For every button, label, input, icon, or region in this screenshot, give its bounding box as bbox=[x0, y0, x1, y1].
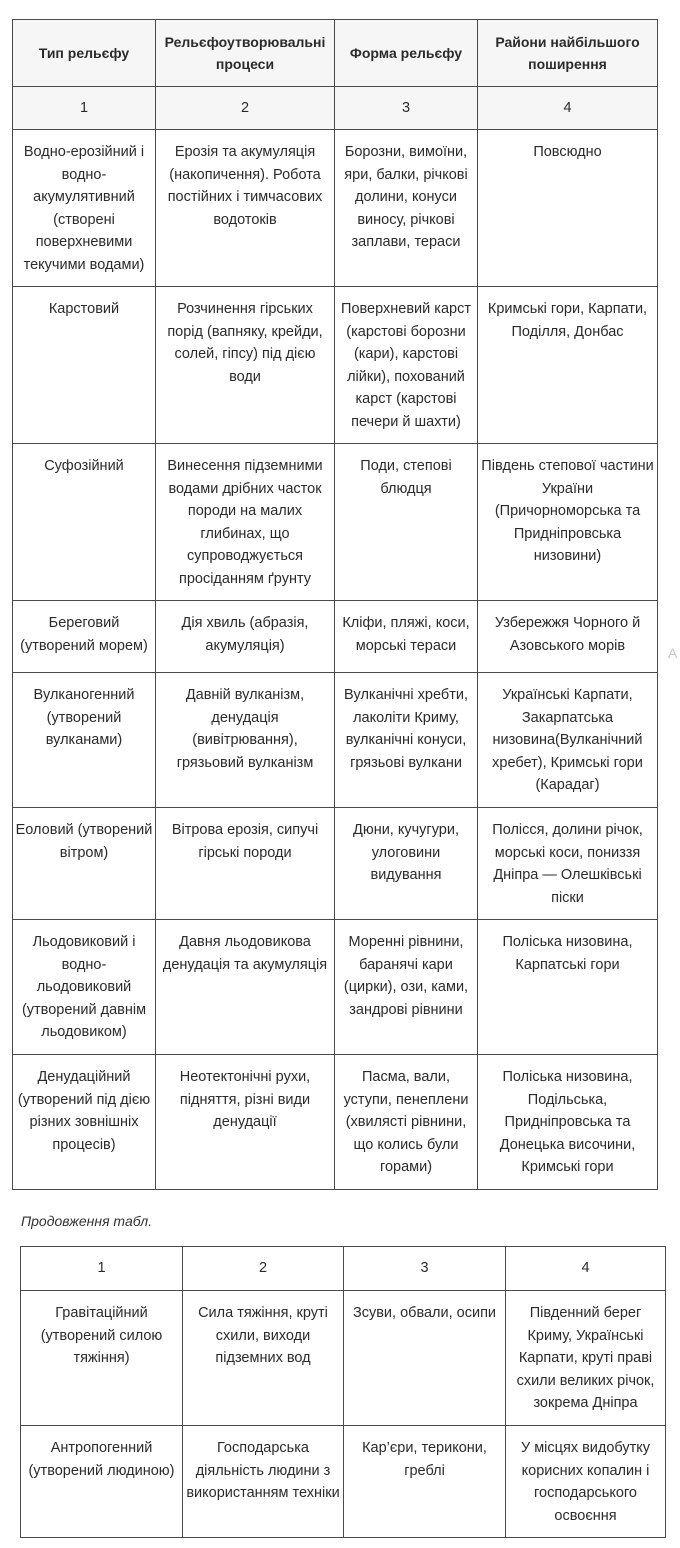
processes-cell: Неотектонічні рухи, підняття, різні види денудації bbox=[156, 1055, 335, 1190]
relief-form-cell: Кар’єри, терикони, греблі bbox=[344, 1426, 506, 1538]
regions-cell: Українські Карпати, Закарпатська низовина(Вулканічний хребет), Кримські гори (Карадаг) bbox=[478, 673, 658, 808]
relief-form-cell: Кліфи, пляжі, коси, морські тераси bbox=[335, 601, 478, 673]
regions-cell: Полісся, долини річок, морські коси, пониззя Дніпра — Олешківські піски bbox=[478, 808, 658, 920]
table-row bbox=[21, 1426, 666, 1538]
regions-cell: Повсюдно bbox=[478, 130, 658, 287]
relief-form-cell: Зсуви, обвали, осипи bbox=[344, 1291, 506, 1426]
column-number: 1 bbox=[13, 87, 156, 130]
table-row bbox=[13, 673, 658, 808]
processes-cell: Господарська діяльність людини з використанням техніки bbox=[183, 1426, 344, 1538]
table-row bbox=[13, 1055, 658, 1190]
relief-type-cell: Денудаційний (утворений під дією різних зовнішніх процесів) bbox=[13, 1055, 156, 1190]
header-relief-form: Форма рельєфу bbox=[335, 20, 478, 87]
column-number: 3 bbox=[335, 87, 478, 130]
header-regions: Райони найбільшого поширення bbox=[478, 20, 658, 87]
relief-form-cell: Моренні рівнини, баранячі кари (цирки), ози, ками, зандрові рівнини bbox=[335, 920, 478, 1055]
relief-type-cell: Гравітаційний (утворений силою тяжіння) bbox=[21, 1291, 183, 1426]
continuation-caption: Продовження табл. bbox=[21, 1213, 153, 1229]
regions-cell: Кримські гори, Карпати, Поділля, Донбас bbox=[478, 287, 658, 444]
relief-type-cell: Карстовий bbox=[13, 287, 156, 444]
processes-cell: Вітрова ерозія, сипучі гірські породи bbox=[156, 808, 335, 920]
table-row bbox=[21, 1291, 666, 1426]
processes-cell: Дія хвиль (абразія, акумуляція) bbox=[156, 601, 335, 673]
relief-form-cell: Борозни, вимоїни, яри, балки, річкові долини, конуси виносу, річкові заплави, тераси bbox=[335, 130, 478, 287]
relief-type-cell: Вулканогенний (утворений вулканами) bbox=[13, 673, 156, 808]
relief-type-cell: Суфозійний bbox=[13, 444, 156, 601]
regions-cell: Поліська низовина, Подільська, Придніпровська та Донецька височини, Кримські гори bbox=[478, 1055, 658, 1190]
relief-types-table bbox=[12, 19, 658, 1190]
regions-cell: Узбережжя Чорного й Азовського морів bbox=[478, 601, 658, 673]
processes-cell: Давня льодовикова денудація та акумуляція bbox=[156, 920, 335, 1055]
header-relief-type: Тип рельєфу bbox=[13, 20, 156, 87]
table-header-row bbox=[13, 20, 658, 87]
processes-cell: Розчинення гірських порід (вапняку, крейди, солей, гіпсу) під дією води bbox=[156, 287, 335, 444]
relief-form-cell: Вулканічні хребти, лаколіти Криму, вулканічні конуси, грязьові вулкани bbox=[335, 673, 478, 808]
relief-type-cell: Льодовиковий і водно-льодовиковий (утворений давнім льодовиком) bbox=[13, 920, 156, 1055]
regions-cell: Південний берег Криму, Українські Карпати, круті праві схили великих річок, зокрема Дніпра bbox=[506, 1291, 666, 1426]
regions-cell: У місцях видобутку корисних копалин і господарського освоєння bbox=[506, 1426, 666, 1538]
column-number-row bbox=[21, 1247, 666, 1291]
column-number: 2 bbox=[183, 1247, 344, 1291]
edge-mark: A bbox=[668, 645, 678, 661]
table-row bbox=[13, 287, 658, 444]
relief-type-cell: Еоловий (утворений вітром) bbox=[13, 808, 156, 920]
regions-cell: Поліська низовина, Карпатські гори bbox=[478, 920, 658, 1055]
column-number: 2 bbox=[156, 87, 335, 130]
relief-form-cell: Поверхневий карст (карстові борозни (кари), карстові лійки), похований карст (карстові печери й шахти) bbox=[335, 287, 478, 444]
header-processes: Рельєфоутворювальні процеси bbox=[156, 20, 335, 87]
processes-cell: Сила тяжіння, круті схили, виходи підземних вод bbox=[183, 1291, 344, 1426]
processes-cell: Винесення підземними водами дрібних часток породи на малих глибинах, що супроводжується просіданням ґрунту bbox=[156, 444, 335, 601]
table-row bbox=[13, 444, 658, 601]
table-row bbox=[13, 130, 658, 287]
relief-form-cell: Дюни, кучугури, улоговини видування bbox=[335, 808, 478, 920]
processes-cell: Ерозія та акумуляція (накопичення). Робота постійних і тимчасових водотоків bbox=[156, 130, 335, 287]
relief-type-cell: Водно-ерозійний і водно-акумулятивний (створені поверхневими текучими водами) bbox=[13, 130, 156, 287]
processes-cell: Давній вулканізм, денудація (вивітрювання), грязьовий вулканізм bbox=[156, 673, 335, 808]
relief-type-cell: Антропогенний (утворений людиною) bbox=[21, 1426, 183, 1538]
relief-form-cell: Поди, степові блюдця bbox=[335, 444, 478, 601]
column-number: 1 bbox=[21, 1247, 183, 1291]
table-row bbox=[13, 601, 658, 673]
column-number: 4 bbox=[478, 87, 658, 130]
column-number: 3 bbox=[344, 1247, 506, 1291]
continuation-table bbox=[20, 1246, 666, 1538]
column-number: 4 bbox=[506, 1247, 666, 1291]
regions-cell: Південь степової частини України (Причорноморська та Придніпровська низовини) bbox=[478, 444, 658, 601]
column-number-row bbox=[13, 87, 658, 130]
relief-type-cell: Береговий (утворений морем) bbox=[13, 601, 156, 673]
table-row bbox=[13, 808, 658, 920]
table-row bbox=[13, 920, 658, 1055]
relief-form-cell: Пасма, вали, уступи, пенеплени (хвилясті рівнини, що колись були горами) bbox=[335, 1055, 478, 1190]
